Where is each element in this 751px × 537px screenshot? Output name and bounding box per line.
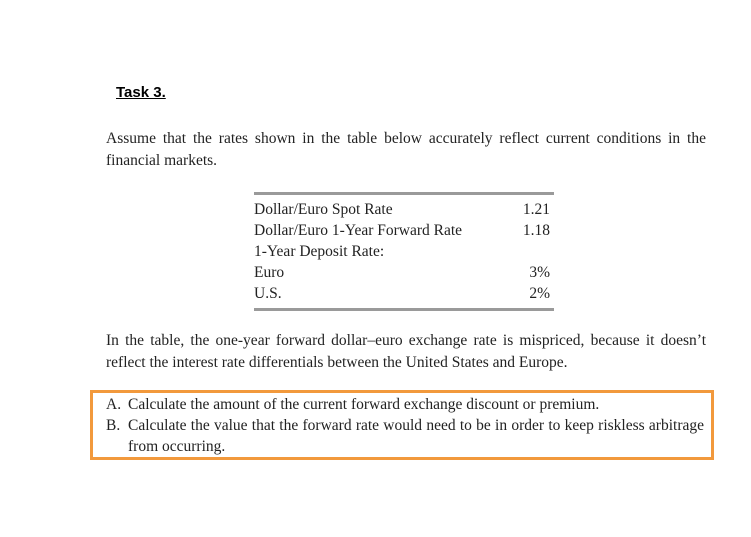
- row-value: 3%: [529, 264, 550, 281]
- question-b-letter: B.: [106, 417, 121, 434]
- row-label: Dollar/Euro Spot Rate: [254, 201, 393, 218]
- table-row: [254, 220, 554, 241]
- table-row: [254, 241, 554, 262]
- task-title: Task 3.: [116, 84, 166, 101]
- row-label: Euro: [254, 264, 285, 281]
- followup-paragraph: In the table, the one-year forward dollar–euro exchange rate is mispriced, because it doesn’t reflect the interest rate differentials between the United States and Europe.: [106, 332, 706, 371]
- table-row: [254, 283, 554, 304]
- intro-paragraph: Assume that the rates shown in the table below accurately reflect current conditions in the financial markets.: [106, 130, 706, 169]
- question-b: [106, 415, 704, 457]
- question-a: [106, 394, 704, 415]
- row-label: U.S.: [254, 285, 282, 302]
- row-value: 2%: [529, 285, 550, 302]
- row-value: 1.21: [522, 201, 550, 218]
- row-value: 1.18: [522, 222, 550, 239]
- question-a-letter: A.: [106, 396, 122, 413]
- table-bottom-rule: [254, 304, 554, 310]
- question-b-text: Calculate the value that the forward rate would need to be in order to keep riskless arbitrage from occurring.: [128, 417, 704, 455]
- rates-table: [254, 192, 554, 311]
- table-row: [254, 199, 554, 220]
- row-label: Dollar/Euro 1-Year Forward Rate: [254, 222, 463, 239]
- table-row: [254, 262, 554, 283]
- row-value: [515, 241, 554, 262]
- question-a-text: Calculate the amount of the current forward exchange discount or premium.: [128, 396, 600, 413]
- row-label: 1-Year Deposit Rate:: [254, 243, 385, 260]
